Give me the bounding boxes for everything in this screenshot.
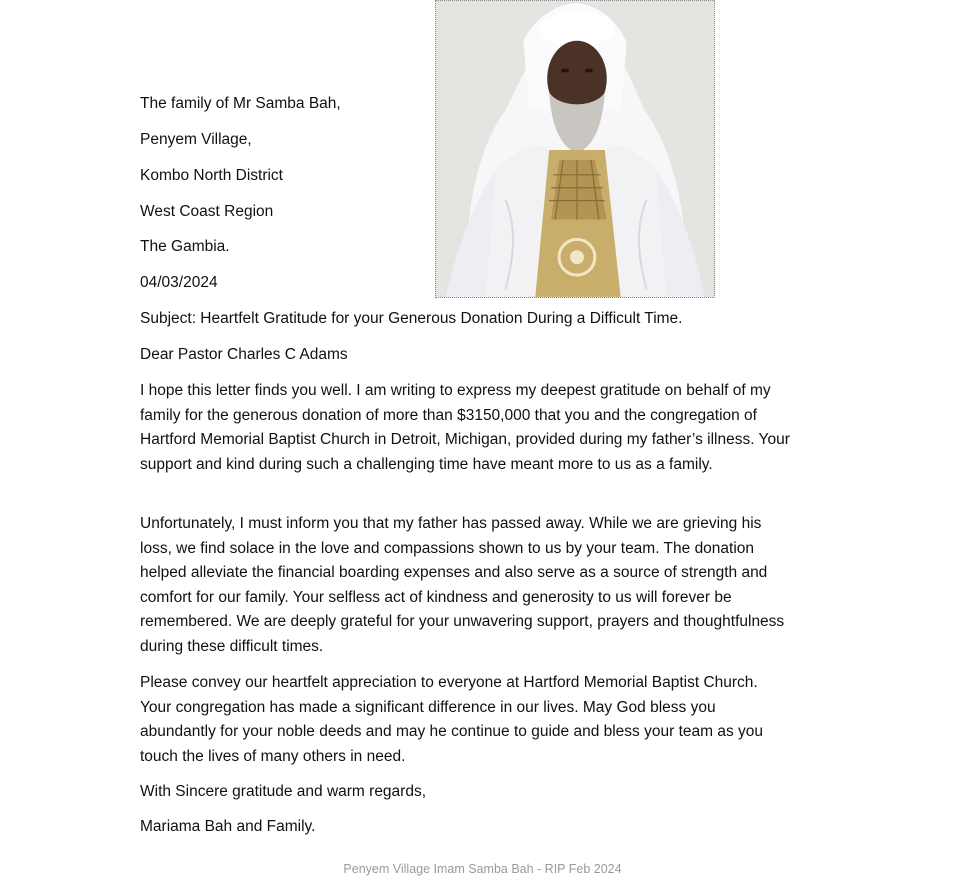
body-paragraph-2: Unfortunately, I must inform you that my father has passed away. While we are grieving his loss, we find solace in the love and compassions shown to us by your team. The donation helped alleviate the financial boarding expenses and also serve as a source of strength and comfort for our family. Your selfless act of kindness and generosity to us will forever be remembered. We are deeply grateful for your unwavering support, prayers and thoughtfulness during these difficult times. (140, 515, 785, 655)
address-district: Kombo North District (140, 167, 283, 184)
address-village: Penyem Village, (140, 131, 252, 148)
letter-subject: Subject: Heartfelt Gratitude for your Generous Donation During a Difficult Time. (140, 310, 683, 327)
letter-date: 04/03/2024 (140, 274, 218, 291)
address-region: West Coast Region (140, 203, 274, 220)
letter-signature: Mariama Bah and Family. (140, 818, 316, 835)
body-paragraph-3: Please convey our heartfelt appreciation to everyone at Hartford Memorial Baptist Church. Your congregation has made a significant difference in our lives. May God bless you abundantly for your noble deeds and may he continue to guide and bless your team as you touch the lives of many others in need. (140, 674, 763, 765)
address-recipient: The family of Mr Samba Bah, (140, 95, 341, 112)
address-country: The Gambia. (140, 238, 230, 255)
letter-closing: With Sincere gratitude and warm regards, (140, 783, 427, 800)
body-paragraph-1: I hope this letter finds you well. I am writing to express my deepest gratitude on behalf of my family for the generous donation of more than $3150,000 that you and the congregation of Hartford Memorial Baptist Church in Detroit, Michigan, provided during my father’s illness. Your support and kind during such a challenging time have meant more to us as a family. (140, 382, 790, 473)
page-footer: Penyem Village Imam Samba Bah - RIP Feb 2024 (343, 862, 622, 876)
letter-salutation: Dear Pastor Charles C Adams (140, 346, 348, 363)
